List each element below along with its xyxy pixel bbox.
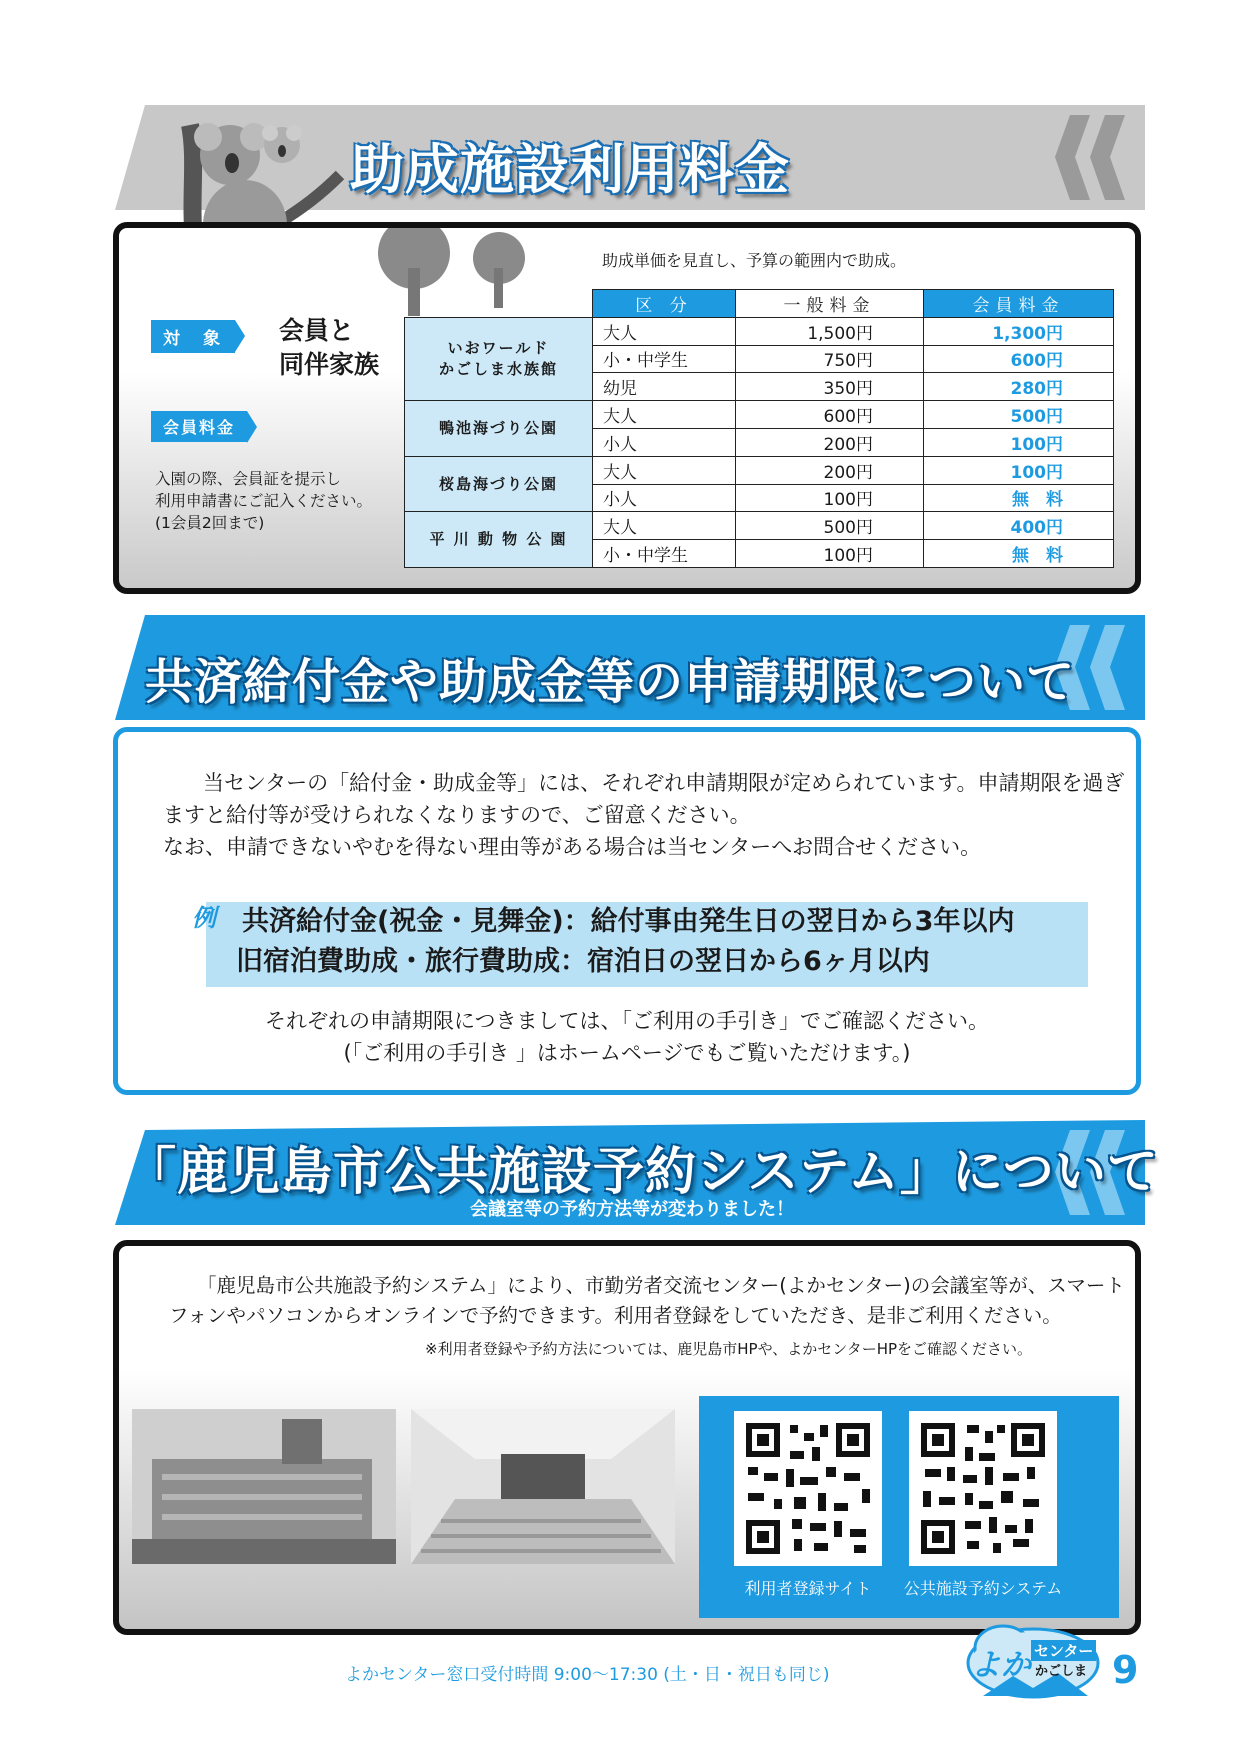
facility-cell: 桜島海づり公園: [405, 456, 593, 512]
category-cell: 大人: [593, 317, 736, 345]
yoka-center-logo: [963, 1618, 1103, 1703]
logo-center: センター: [1031, 1640, 1096, 1661]
general-fee-cell: 100円: [736, 484, 924, 512]
office-hours: よかセンター窓口受付時間 9:00～17:30 (土・日・祝日も同じ): [345, 1665, 830, 1685]
category-cell: 小人: [593, 484, 736, 512]
qr-code-2[interactable]: [909, 1411, 1057, 1566]
category-cell: 小・中学生: [593, 540, 736, 568]
member-fee-cell: 1,300円: [924, 317, 1114, 345]
deadline-box: [113, 727, 1141, 1095]
facility-cell: 鴨池海づり公園: [405, 401, 593, 457]
category-cell: 幼児: [593, 373, 736, 401]
deadline-body: 当センターの「給付金・助成金等」には、それぞれ申請期限が定められています。申請期限を過ぎ ますと給付等が受けられなくなりますので、ご留意ください。 なお、申請できないやむを得ない理由等がある場合は当センターへお問合せください。: [163, 771, 1125, 859]
category-cell: 大人: [593, 401, 736, 429]
member-fee-cell: 280円: [924, 373, 1114, 401]
logo-kagoshima: かごしま: [1035, 1664, 1088, 1679]
member-fee-cell: 500円: [924, 401, 1114, 429]
fee-box: [113, 222, 1141, 594]
table-row: [405, 456, 1114, 484]
qr-icon: [734, 1411, 882, 1566]
fee-table: [404, 289, 1114, 568]
category-cell: 大人: [593, 456, 736, 484]
general-fee-cell: 1,500円: [736, 317, 924, 345]
target-tag: 対 象: [151, 320, 235, 353]
header-general: 一般料金: [736, 290, 924, 318]
table-row: [405, 317, 1114, 345]
table-row: [405, 512, 1114, 540]
general-fee-cell: 200円: [736, 428, 924, 456]
section3-title: 「鹿児島市公共施設予約システム」について: [125, 1143, 1159, 1202]
member-fee-cell: 400円: [924, 512, 1114, 540]
section3-banner: [115, 1120, 1159, 1225]
qr-icon: [909, 1411, 1057, 1566]
general-fee-cell: 100円: [736, 540, 924, 568]
qr2-label: 公共施設予約システム: [903, 1579, 1063, 1598]
member-fee-cell: 無 料: [924, 484, 1114, 512]
qr1-label: 利用者登録サイト: [744, 1579, 872, 1598]
meeting-room-photo: [411, 1409, 675, 1564]
section2-banner: [115, 615, 1145, 720]
facility-cell: 平 川 動 物 公 園: [405, 512, 593, 568]
instructions: 入園の際、会員証を提示し 利用申請書にご記入ください。 (1会員2回まで): [155, 470, 373, 532]
facility-cell: いおワールド かごしま水族館: [405, 317, 593, 400]
table-header-row: [405, 290, 1114, 318]
example-text: 共済給付金(祝金・見舞金)：給付事由発生日の翌日から3年以内 旧宿泊費助成・旅行費助成：宿泊日の翌日から6ヶ月以内: [236, 906, 1015, 977]
example-mark: 例: [192, 904, 216, 932]
target-text: 会員と 同伴家族: [279, 316, 380, 379]
section3-subtitle: 会議室等の予約方法等が変わりました！: [470, 1199, 794, 1220]
category-cell: 小・中学生: [593, 345, 736, 373]
example-panel: [192, 902, 1088, 987]
member-fee-cell: 100円: [924, 428, 1114, 456]
logo-yoka: よか: [971, 1648, 1031, 1683]
page-number: 9: [1112, 1648, 1139, 1692]
section1-title: 助成施設利用料金: [350, 138, 790, 201]
member-fee-cell: 無 料: [924, 540, 1114, 568]
category-cell: 小人: [593, 428, 736, 456]
fee-note: 助成単価を見直し、予算の範囲内で助成。: [602, 251, 907, 270]
qr-panel: [699, 1396, 1119, 1618]
general-fee-cell: 750円: [736, 345, 924, 373]
general-fee-cell: 600円: [736, 401, 924, 429]
qr-code-1[interactable]: [734, 1411, 882, 1566]
general-fee-cell: 350円: [736, 373, 924, 401]
deadline-footer: それぞれの申請期限につきましては、「ご利用の手引き」でご確認ください。 (「ご利用の手引き 」はホームページでもご覧いただけます。): [264, 1009, 990, 1065]
general-fee-cell: 200円: [736, 456, 924, 484]
member-fee-cell: 600円: [924, 345, 1114, 373]
header-member: 会員料金: [924, 290, 1114, 318]
member-fee-tag: 会員料金: [151, 411, 247, 442]
table-row: [405, 401, 1114, 429]
reservation-box: [113, 1240, 1141, 1635]
section2-title: 共済給付金や助成金等の申請期限について: [145, 654, 1076, 710]
reservation-note: ※利用者登録や予約方法については、鹿児島市HPや、よかセンターHPをご確認ください。: [425, 1340, 1033, 1358]
building-photo: [132, 1409, 396, 1564]
member-fee-cell: 100円: [924, 456, 1114, 484]
category-cell: 大人: [593, 512, 736, 540]
header-category: 区 分: [593, 290, 736, 318]
reservation-body: 「鹿児島市公共施設予約システム」により、市勤労者交流センター(よかセンター)の会議室等が、スマート フォンやパソコンからオンラインで予約できます。利用者登録をしていただき、是非ご利用ください。: [169, 1274, 1125, 1327]
general-fee-cell: 500円: [736, 512, 924, 540]
